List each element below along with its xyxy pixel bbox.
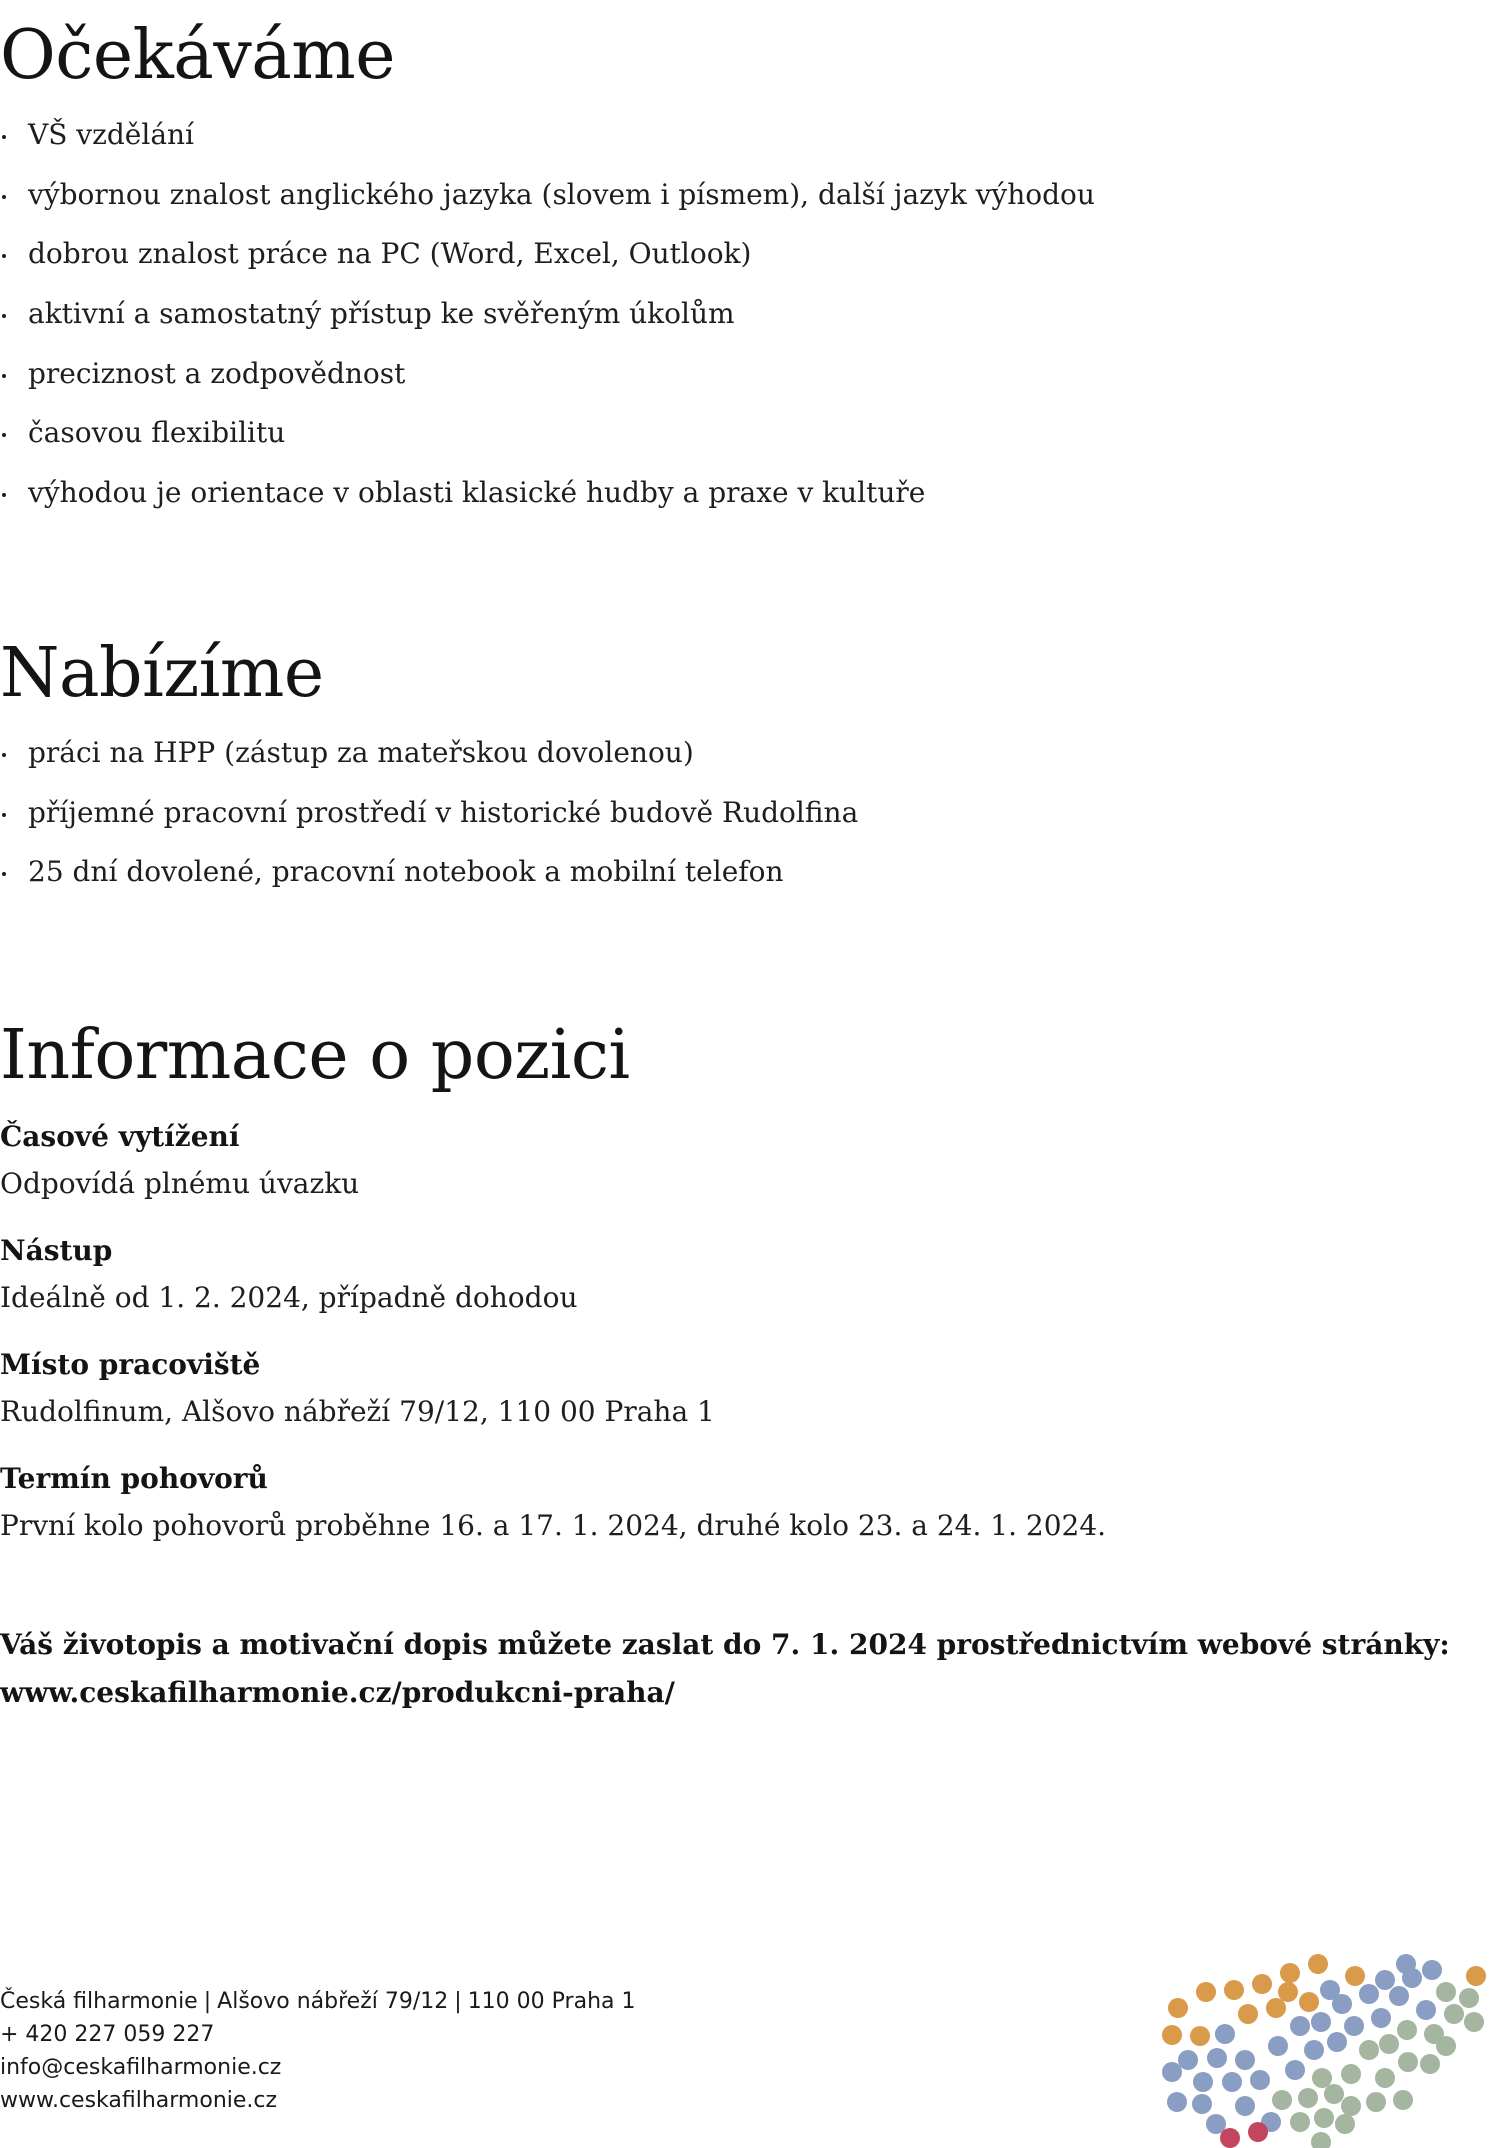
- logo-dot: [1393, 2090, 1413, 2110]
- logo-dot: [1436, 2036, 1456, 2056]
- list-item: preciznost a zodpovědnost: [0, 357, 1095, 417]
- logo-dot: [1341, 2064, 1361, 2084]
- footer-email-link[interactable]: info@ceskafilharmonie.cz: [0, 2055, 282, 2080]
- logo-dot: [1389, 1986, 1409, 2006]
- logo-dot: [1341, 2096, 1361, 2116]
- footer-address: Alšovo nábřeží 79/12: [217, 1989, 449, 2014]
- logo-dot: [1359, 2040, 1379, 2060]
- info-value: Odpovídá plnému úvazku: [0, 1167, 360, 1200]
- logo-dot: [1304, 2040, 1324, 2060]
- logo-dot: [1192, 2094, 1212, 2114]
- info-item-start: [0, 1234, 577, 1315]
- logo-dot: [1196, 1982, 1216, 2002]
- logo-dot: [1327, 2032, 1347, 2052]
- info-item-workplace: [0, 1348, 715, 1429]
- logo-dot: [1420, 2054, 1440, 2074]
- logo-dot: [1272, 2090, 1292, 2110]
- footer-city: 110 00 Praha 1: [467, 1989, 636, 2014]
- logo-dot: [1379, 2034, 1399, 2054]
- logo-dot: [1252, 1974, 1272, 1994]
- info-label: Termín pohovorů: [0, 1462, 268, 1495]
- offer-list: [0, 736, 858, 915]
- logo-dot: [1266, 1998, 1286, 2018]
- logo-dot: [1290, 2112, 1310, 2132]
- info-label: Místo pracoviště: [0, 1348, 261, 1381]
- logo-dot: [1190, 2026, 1210, 2046]
- logo-dot: [1235, 2050, 1255, 2070]
- logo-dot: [1371, 2008, 1391, 2028]
- logo-dot: [1248, 2122, 1268, 2142]
- logo-dot: [1298, 2088, 1318, 2108]
- list-item: výbornou znalost anglického jazyka (slovem i písmem), další jazyk výhodou: [0, 178, 1095, 238]
- footer-separator: |: [454, 1989, 462, 2014]
- logo-dot: [1220, 2128, 1240, 2148]
- logo-dot: [1268, 2036, 1288, 2056]
- logo-dot: [1280, 1963, 1300, 1983]
- info-item-workload: [0, 1120, 359, 1201]
- logo-dot: [1207, 2048, 1227, 2068]
- list-item: výhodou je orientace v oblasti klasické hudby a praxe v kultuře: [0, 476, 1095, 536]
- list-item: práci na HPP (zástup za mateřskou dovolenou): [0, 736, 858, 796]
- footer-address-line: [0, 1985, 635, 2018]
- logo-dot: [1238, 2004, 1258, 2024]
- logo-dot: [1311, 2012, 1331, 2032]
- logo-dot: [1459, 1988, 1479, 2008]
- list-item: VŠ vzdělání: [0, 118, 1095, 178]
- logo-dot: [1224, 1980, 1244, 2000]
- logo-dot: [1215, 2024, 1235, 2044]
- logo-dot: [1235, 2096, 1255, 2116]
- logo-dot: [1162, 2025, 1182, 2045]
- apply-note: [0, 1621, 1450, 1717]
- logo-dot: [1285, 2060, 1305, 2080]
- logo-dot: [1375, 1970, 1395, 1990]
- info-value: Rudolfinum, Alšovo nábřeží 79/12, 110 00 Praha 1: [0, 1395, 715, 1428]
- logo-dot: [1278, 1982, 1298, 2002]
- footer-separator: |: [203, 1989, 212, 2014]
- footer-contacts: [0, 1985, 635, 2117]
- list-item: dobrou znalost práce na PC (Word, Excel, Outlook): [0, 237, 1095, 297]
- logo-dot: [1345, 1966, 1365, 1986]
- logo-dot: [1344, 2016, 1364, 2036]
- apply-url-link[interactable]: www.ceskafilharmonie.cz/produkcni-praha/: [0, 1676, 675, 1709]
- logo-dot: [1311, 2132, 1331, 2148]
- logo-dot: [1464, 2012, 1484, 2032]
- logo-dot: [1444, 2004, 1464, 2024]
- logo-dot: [1375, 2068, 1395, 2088]
- section-title-expect: Očekáváme: [0, 16, 395, 95]
- logo-dot: [1332, 1994, 1352, 2014]
- logo-dot: [1168, 1998, 1188, 2018]
- logo-dot: [1324, 2084, 1344, 2104]
- logo-dot: [1308, 1954, 1328, 1974]
- section-title-position: Informace o pozici: [0, 1016, 630, 1095]
- list-item: aktivní a samostatný přístup ke svěřeným úkolům: [0, 297, 1095, 357]
- apply-text: Váš životopis a motivační dopis můžete zaslat do 7. 1. 2024 prostřednictvím webové stránky:: [0, 1628, 1450, 1661]
- logo-dot: [1250, 2070, 1270, 2090]
- logo-dot: [1193, 2072, 1213, 2092]
- logo-dot: [1402, 1968, 1422, 1988]
- list-item: časovou flexibilitu: [0, 416, 1095, 476]
- logo-dot: [1335, 2114, 1355, 2134]
- info-label: Nástup: [0, 1234, 113, 1267]
- list-item: 25 dní dovolené, pracovní notebook a mobilní telefon: [0, 855, 858, 915]
- info-label: Časové vytížení: [0, 1120, 240, 1153]
- logo-dot: [1290, 2016, 1310, 2036]
- logo-dot: [1416, 2000, 1436, 2020]
- ceska-filharmonie-logo: [1158, 1952, 1500, 2148]
- section-title-offer: Nabízíme: [0, 634, 324, 713]
- logo-dot: [1466, 1966, 1486, 1986]
- footer-web-link[interactable]: www.ceskafilharmonie.cz: [0, 2088, 278, 2113]
- list-item: příjemné pracovní prostředí v historické budově Rudolfina: [0, 796, 858, 856]
- logo-dot: [1366, 2092, 1386, 2112]
- logo-dot: [1178, 2050, 1198, 2070]
- logo-dot: [1359, 1984, 1379, 2004]
- logo-dot: [1162, 2062, 1182, 2082]
- info-value: První kolo pohovorů proběhne 16. a 17. 1. 2024, druhé kolo 23. a 24. 1. 2024.: [0, 1509, 1107, 1542]
- logo-dot: [1314, 2108, 1334, 2128]
- logo-dot: [1312, 2068, 1332, 2088]
- logo-dot: [1167, 2092, 1187, 2112]
- info-value: Ideálně od 1. 2. 2024, případně dohodou: [0, 1281, 578, 1314]
- footer-phone: + 420 227 059 227: [0, 2022, 215, 2047]
- logo-dot: [1436, 1982, 1456, 2002]
- logo-dot: [1299, 1992, 1319, 2012]
- expect-list: [0, 118, 1095, 536]
- logo-dot: [1398, 2052, 1418, 2072]
- footer-org: Česká filharmonie: [0, 1989, 198, 2014]
- logo-dot: [1222, 2072, 1242, 2092]
- logo-dot: [1422, 1960, 1442, 1980]
- info-item-interviews: [0, 1462, 1106, 1543]
- logo-dot: [1397, 2020, 1417, 2040]
